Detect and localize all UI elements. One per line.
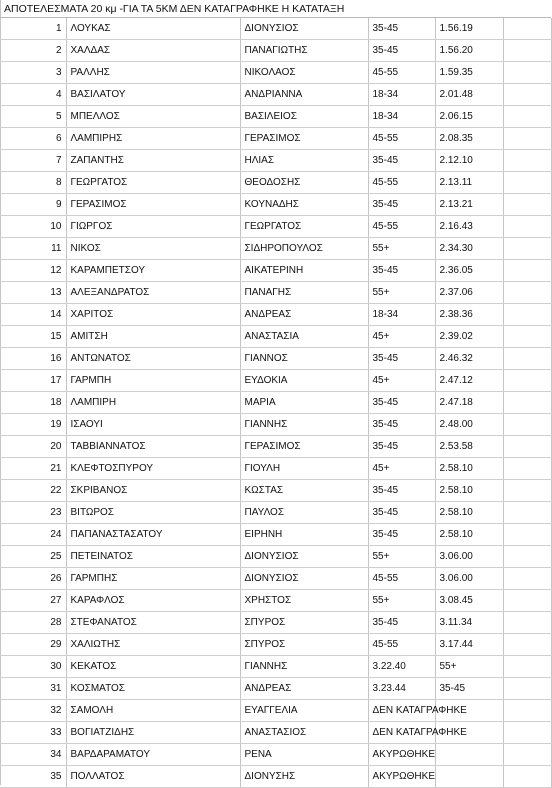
time-cell[interactable]: 2.12.10 (435, 150, 503, 172)
table-row (0, 304, 551, 326)
time-cell[interactable]: 2.47.12 (435, 370, 503, 392)
surname-cell[interactable]: ΒΑΣΙΛΑΤΟΥ (66, 84, 240, 106)
empty-cell[interactable] (503, 18, 551, 40)
first-name-cell[interactable]: ΑΙΚΑΤΕΡΙΝΗ (240, 260, 368, 282)
first-name-cell[interactable]: ΚΟΥΝΑΔΗΣ (240, 194, 368, 216)
first-name-cell[interactable]: ΘΕΟΔΟΣΗΣ (240, 172, 368, 194)
time-cell[interactable]: 2.38.36 (435, 304, 503, 326)
table-row (0, 612, 551, 634)
table-row (0, 458, 551, 480)
empty-cell[interactable] (503, 392, 551, 414)
category-cell[interactable]: 35-45 (368, 150, 435, 172)
category-cell[interactable]: 45-55 (368, 216, 435, 238)
time-cell[interactable]: 2.34.30 (435, 238, 503, 260)
first-name-cell[interactable]: ΝΙΚΟΛΑΟΣ (240, 62, 368, 84)
time-cell[interactable]: 1.56.19 (435, 18, 503, 40)
first-name-cell[interactable]: ΓΙΑΝΝΟΣ (240, 348, 368, 370)
first-name-cell[interactable]: ΒΑΣΙΛΕΙΟΣ (240, 106, 368, 128)
category-cell[interactable]: 35-45 (368, 502, 435, 524)
time-cell[interactable]: 2.58.10 (435, 480, 503, 502)
position-cell[interactable]: 28 (0, 612, 66, 634)
table-row (0, 40, 551, 62)
time-cell[interactable]: 2.36.05 (435, 260, 503, 282)
table-row (0, 678, 551, 700)
empty-cell[interactable] (503, 634, 551, 656)
time-cell[interactable]: 2.06.15 (435, 106, 503, 128)
position-cell[interactable]: 19 (0, 414, 66, 436)
empty-cell[interactable] (503, 414, 551, 436)
position-cell[interactable]: 21 (0, 458, 66, 480)
empty-cell[interactable] (503, 40, 551, 62)
table-row (0, 84, 551, 106)
category-cell[interactable]: 3.23.44 (368, 678, 435, 700)
time-cell[interactable]: 2.47.18 (435, 392, 503, 414)
first-name-cell[interactable]: ΑΝΔΡΙΑΝΝΑ (240, 84, 368, 106)
empty-cell[interactable] (503, 612, 551, 634)
category-cell[interactable]: 55+ (368, 590, 435, 612)
table-row (0, 282, 551, 304)
surname-cell[interactable]: ΑΝΤΩΝΑΤΟΣ (66, 348, 240, 370)
category-cell[interactable]: 45+ (368, 326, 435, 348)
table-row (0, 656, 551, 678)
first-name-cell[interactable]: ΠΑΥΛΟΣ (240, 502, 368, 524)
time-cell[interactable] (435, 744, 503, 766)
surname-cell[interactable]: ΛΑΜΠΙΡΗ (66, 392, 240, 414)
first-name-cell[interactable]: ΣΠΥΡΟΣ (240, 612, 368, 634)
table-row (0, 128, 551, 150)
time-cell[interactable]: 1.56.20 (435, 40, 503, 62)
surname-cell[interactable]: ΓΑΡΜΠΗΣ (66, 568, 240, 590)
position-cell[interactable]: 4 (0, 84, 66, 106)
position-cell[interactable]: 7 (0, 150, 66, 172)
position-cell[interactable]: 9 (0, 194, 66, 216)
surname-cell[interactable]: ΠΟΛΛΑΤΟΣ (66, 766, 240, 788)
position-cell[interactable]: 27 (0, 590, 66, 612)
time-cell[interactable]: 1.59.35 (435, 62, 503, 84)
table-row (0, 238, 551, 260)
category-cell[interactable]: 45-55 (368, 568, 435, 590)
table-row (0, 502, 551, 524)
position-cell[interactable]: 22 (0, 480, 66, 502)
empty-cell[interactable] (503, 502, 551, 524)
surname-cell[interactable]: ΖΑΠΑΝΤΗΣ (66, 150, 240, 172)
category-cell[interactable]: 45+ (368, 458, 435, 480)
time-cell[interactable]: 3.06.00 (435, 546, 503, 568)
table-row (0, 436, 551, 458)
time-cell[interactable]: 3.06.00 (435, 568, 503, 590)
position-cell[interactable]: 35 (0, 766, 66, 788)
empty-cell[interactable] (503, 766, 551, 788)
first-name-cell[interactable]: ΜΑΡΙΑ (240, 392, 368, 414)
empty-cell[interactable] (503, 656, 551, 678)
position-cell[interactable]: 3 (0, 62, 66, 84)
surname-cell[interactable]: ΙΣΑΟΥΙ (66, 414, 240, 436)
first-name-cell[interactable]: ΔΙΟΝΥΣΗΣ (240, 766, 368, 788)
table-row (0, 480, 551, 502)
category-cell[interactable]: 45+ (368, 370, 435, 392)
position-cell[interactable]: 20 (0, 436, 66, 458)
category-cell[interactable]: ΔΕΝ ΚΑΤΑΓΡΑΦΗΚΕ (368, 722, 435, 744)
position-cell[interactable]: 17 (0, 370, 66, 392)
surname-cell[interactable]: ΒΑΡΔΑΡΑΜΑΤΟΥ (66, 744, 240, 766)
empty-cell[interactable] (503, 722, 551, 744)
table-row (0, 150, 551, 172)
time-cell[interactable]: 2.01.48 (435, 84, 503, 106)
empty-cell[interactable] (503, 326, 551, 348)
category-cell[interactable]: 45-55 (368, 172, 435, 194)
table-row (0, 18, 551, 40)
surname-cell[interactable]: ΠΕΤΕΙΝΑΤΟΣ (66, 546, 240, 568)
table-row (0, 700, 551, 722)
position-cell[interactable]: 6 (0, 128, 66, 150)
table-row (0, 260, 551, 282)
category-cell[interactable]: 35-45 (368, 392, 435, 414)
surname-cell[interactable]: ΣΤΕΦΑΝΑΤΟΣ (66, 612, 240, 634)
surname-cell[interactable]: ΧΑΡΙΤΟΣ (66, 304, 240, 326)
results-table-body (0, 18, 551, 788)
empty-cell[interactable] (503, 150, 551, 172)
surname-cell[interactable]: ΜΠΕΛΛΟΣ (66, 106, 240, 128)
first-name-cell[interactable]: ΚΩΣΤΑΣ (240, 480, 368, 502)
category-cell[interactable]: 35-45 (368, 260, 435, 282)
surname-cell[interactable]: ΧΑΛΙΩΤΗΣ (66, 634, 240, 656)
position-cell[interactable]: 2 (0, 40, 66, 62)
position-cell[interactable]: 26 (0, 568, 66, 590)
surname-cell[interactable]: ΚΟΣΜΑΤΟΣ (66, 678, 240, 700)
surname-cell[interactable]: ΒΟΓΙΑΤΖΙΔΗΣ (66, 722, 240, 744)
surname-cell[interactable]: ΛΑΜΠΙΡΗΣ (66, 128, 240, 150)
time-cell[interactable]: 2.48.00 (435, 414, 503, 436)
table-row (0, 722, 551, 744)
time-cell[interactable]: 3.08.45 (435, 590, 503, 612)
table-row (0, 172, 551, 194)
first-name-cell[interactable]: ΡΕΝΑ (240, 744, 368, 766)
time-cell[interactable]: 2.37.06 (435, 282, 503, 304)
empty-cell[interactable] (503, 700, 551, 722)
time-cell[interactable] (435, 766, 503, 788)
surname-cell[interactable]: ΣΑΜΟΛΗ (66, 700, 240, 722)
table-row (0, 590, 551, 612)
category-cell[interactable]: 55+ (368, 238, 435, 260)
position-cell[interactable]: 10 (0, 216, 66, 238)
time-cell[interactable]: 2.58.10 (435, 458, 503, 480)
category-cell[interactable]: 35-45 (368, 480, 435, 502)
time-cell[interactable]: 2.39.02 (435, 326, 503, 348)
position-cell[interactable]: 30 (0, 656, 66, 678)
empty-cell[interactable] (503, 436, 551, 458)
first-name-cell[interactable]: ΔΙΟΝΥΣΙΟΣ (240, 546, 368, 568)
position-cell[interactable]: 33 (0, 722, 66, 744)
surname-cell[interactable]: ΧΑΛΔΑΣ (66, 40, 240, 62)
empty-cell[interactable] (503, 370, 551, 392)
surname-cell[interactable]: ΡΑΛΛΗΣ (66, 62, 240, 84)
empty-cell[interactable] (503, 458, 551, 480)
time-cell[interactable]: 2.08.35 (435, 128, 503, 150)
position-cell[interactable]: 11 (0, 238, 66, 260)
category-cell[interactable]: ΑΚΥΡΩΘΗΚΕ (368, 766, 435, 788)
position-cell[interactable]: 18 (0, 392, 66, 414)
table-row (0, 744, 551, 766)
surname-cell[interactable]: ΠΑΠΑΝΑΣΤΑΣΑΤΟΥ (66, 524, 240, 546)
first-name-cell[interactable]: ΕΥΔΟΚΙΑ (240, 370, 368, 392)
position-cell[interactable]: 34 (0, 744, 66, 766)
category-cell[interactable]: 55+ (368, 282, 435, 304)
category-cell[interactable]: 35-45 (368, 524, 435, 546)
surname-cell[interactable]: ΚΑΡΑΜΠΕΤΣΟΥ (66, 260, 240, 282)
position-cell[interactable]: 12 (0, 260, 66, 282)
position-cell[interactable]: 24 (0, 524, 66, 546)
empty-cell[interactable] (503, 304, 551, 326)
first-name-cell[interactable]: ΔΙΟΝΥΣΙΟΣ (240, 18, 368, 40)
table-row (0, 106, 551, 128)
position-cell[interactable]: 15 (0, 326, 66, 348)
category-cell[interactable]: 18-34 (368, 106, 435, 128)
surname-cell[interactable]: ΚΛΕΦΤΟΣΠΥΡΟΥ (66, 458, 240, 480)
empty-cell[interactable] (503, 106, 551, 128)
empty-cell[interactable] (503, 546, 551, 568)
surname-cell[interactable]: ΚΕΚΑΤΟΣ (66, 656, 240, 678)
surname-cell[interactable]: ΚΑΡΑΦΛΟΣ (66, 590, 240, 612)
category-cell[interactable]: ΔΕΝ ΚΑΤΑΓΡΑΦΗΚΕ (368, 700, 435, 722)
surname-cell[interactable]: ΑΜΙΤΣΗ (66, 326, 240, 348)
time-cell[interactable]: 3.17.44 (435, 634, 503, 656)
empty-cell[interactable] (503, 590, 551, 612)
first-name-cell[interactable]: ΑΝΔΡΕΑΣ (240, 304, 368, 326)
empty-cell[interactable] (503, 216, 551, 238)
surname-cell[interactable]: ΓΕΡΑΣΙΜΟΣ (66, 194, 240, 216)
empty-cell[interactable] (503, 744, 551, 766)
table-row (0, 414, 551, 436)
empty-cell[interactable] (503, 524, 551, 546)
first-name-cell[interactable]: ΓΙΟΥΛΗ (240, 458, 368, 480)
first-name-cell[interactable]: ΠΑΝΑΓΙΩΤΗΣ (240, 40, 368, 62)
category-cell[interactable]: 35-45 (368, 414, 435, 436)
empty-cell[interactable] (503, 84, 551, 106)
time-cell[interactable]: 55+ (435, 656, 503, 678)
table-row (0, 546, 551, 568)
empty-cell[interactable] (503, 238, 551, 260)
table-row (0, 634, 551, 656)
position-cell[interactable]: 13 (0, 282, 66, 304)
time-cell[interactable]: 2.13.21 (435, 194, 503, 216)
category-cell[interactable]: 45-55 (368, 128, 435, 150)
surname-cell[interactable]: ΑΛΕΞΑΝΔΡΑΤΟΣ (66, 282, 240, 304)
first-name-cell[interactable]: ΕΥΑΓΓΕΛΙΑ (240, 700, 368, 722)
table-row (0, 766, 551, 788)
first-name-cell[interactable]: ΓΕΡΑΣΙΜΟΣ (240, 128, 368, 150)
first-name-cell[interactable]: ΓΕΡΑΣΙΜΟΣ (240, 436, 368, 458)
table-row (0, 194, 551, 216)
table-row (0, 568, 551, 590)
table-row (0, 348, 551, 370)
empty-cell[interactable] (503, 194, 551, 216)
position-cell[interactable]: 23 (0, 502, 66, 524)
empty-cell[interactable] (503, 172, 551, 194)
time-cell[interactable]: 2.13.11 (435, 172, 503, 194)
first-name-cell[interactable]: ΔΙΟΝΥΣΙΟΣ (240, 568, 368, 590)
empty-cell[interactable] (503, 480, 551, 502)
surname-cell[interactable]: ΓΙΩΡΓΟΣ (66, 216, 240, 238)
first-name-cell[interactable]: ΓΕΩΡΓΑΤΟΣ (240, 216, 368, 238)
empty-cell[interactable] (503, 282, 551, 304)
time-cell[interactable]: 2.46.32 (435, 348, 503, 370)
time-cell[interactable]: 2.58.10 (435, 524, 503, 546)
table-row (0, 524, 551, 546)
table-row (0, 326, 551, 348)
category-cell[interactable]: 35-45 (368, 194, 435, 216)
first-name-cell[interactable]: ΣΙΔΗΡΟΠΟΥΛΟΣ (240, 238, 368, 260)
empty-cell[interactable] (503, 128, 551, 150)
position-cell[interactable]: 16 (0, 348, 66, 370)
time-cell[interactable]: 35-45 (435, 678, 503, 700)
category-cell[interactable]: 18-34 (368, 304, 435, 326)
empty-cell[interactable] (503, 62, 551, 84)
first-name-cell[interactable]: ΗΛΙΑΣ (240, 150, 368, 172)
position-cell[interactable]: 31 (0, 678, 66, 700)
category-cell[interactable]: 3.22.40 (368, 656, 435, 678)
first-name-cell[interactable]: ΣΠΥΡΟΣ (240, 634, 368, 656)
surname-cell[interactable]: ΝΙΚΟΣ (66, 238, 240, 260)
category-cell[interactable]: 35-45 (368, 18, 435, 40)
time-cell[interactable]: 2.53.58 (435, 436, 503, 458)
position-cell[interactable]: 29 (0, 634, 66, 656)
first-name-cell[interactable]: ΓΙΑΝΝΗΣ (240, 414, 368, 436)
position-cell[interactable]: 32 (0, 700, 66, 722)
surname-cell[interactable]: ΓΑΡΜΠΗ (66, 370, 240, 392)
time-cell[interactable]: 2.58.10 (435, 502, 503, 524)
category-cell[interactable]: 18-34 (368, 84, 435, 106)
first-name-cell[interactable]: ΧΡΗΣΤΟΣ (240, 590, 368, 612)
surname-cell[interactable]: ΤΑΒΒΙΑΝΝΑΤΟΣ (66, 436, 240, 458)
table-row (0, 392, 551, 414)
position-cell[interactable]: 8 (0, 172, 66, 194)
position-cell[interactable]: 5 (0, 106, 66, 128)
category-cell[interactable]: 55+ (368, 546, 435, 568)
time-cell[interactable]: 2.16.43 (435, 216, 503, 238)
first-name-cell[interactable]: ΓΙΑΝΝΗΣ (240, 656, 368, 678)
first-name-cell[interactable]: ΑΝΔΡΕΑΣ (240, 678, 368, 700)
empty-cell[interactable] (503, 568, 551, 590)
empty-cell[interactable] (503, 678, 551, 700)
first-name-cell[interactable]: ΕΙΡΗΝΗ (240, 524, 368, 546)
category-cell[interactable]: 45-55 (368, 62, 435, 84)
category-cell[interactable]: 35-45 (368, 348, 435, 370)
surname-cell[interactable]: ΒΙΤΩΡΟΣ (66, 502, 240, 524)
time-cell[interactable]: 3.11.34 (435, 612, 503, 634)
surname-cell[interactable]: ΓΕΩΡΓΑΤΟΣ (66, 172, 240, 194)
surname-cell[interactable]: ΛΟΥΚΑΣ (66, 18, 240, 40)
category-cell[interactable]: 35-45 (368, 612, 435, 634)
category-cell[interactable]: ΑΚΥΡΩΘΗΚΕ (368, 744, 435, 766)
table-row (0, 370, 551, 392)
position-cell[interactable]: 25 (0, 546, 66, 568)
sheet-title: ΑΠΟΤΕΛΕΣΜΑΤΑ 20 κμ -ΓΙΑ ΤΑ 5ΚΜ ΔΕΝ ΚΑΤΑΓΡΑΦΗΚΕ Η ΚΑΤΑΤΑΞΗ (0, 0, 551, 18)
surname-cell[interactable]: ΣΚΡΙΒΑΝΟΣ (66, 480, 240, 502)
category-cell[interactable]: 45-55 (368, 634, 435, 656)
results-table (0, 18, 552, 788)
first-name-cell[interactable]: ΠΑΝΑΓΗΣ (240, 282, 368, 304)
position-cell[interactable]: 1 (0, 18, 66, 40)
empty-cell[interactable] (503, 348, 551, 370)
first-name-cell[interactable]: ΑΝΑΣΤΑΣΙΑ (240, 326, 368, 348)
category-cell[interactable]: 35-45 (368, 436, 435, 458)
category-cell[interactable]: 35-45 (368, 40, 435, 62)
empty-cell[interactable] (503, 260, 551, 282)
first-name-cell[interactable]: ΑΝΑΣΤΑΣΙΟΣ (240, 722, 368, 744)
position-cell[interactable]: 14 (0, 304, 66, 326)
table-row (0, 216, 551, 238)
table-row (0, 62, 551, 84)
